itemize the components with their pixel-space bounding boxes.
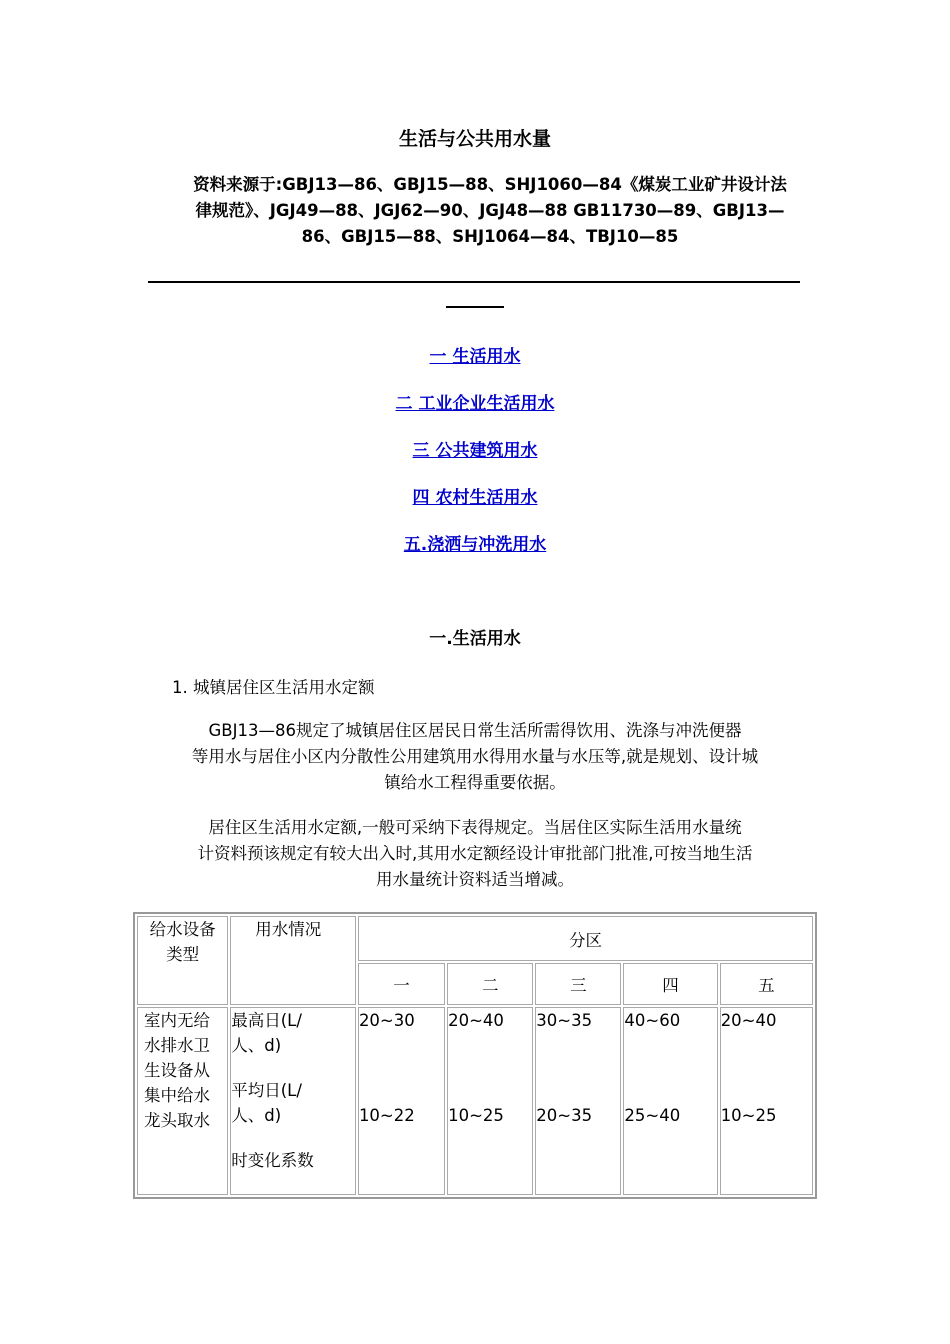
value-cell: [535, 1007, 621, 1195]
avg-value: 20~35: [536, 1106, 593, 1125]
zone-header: 四: [623, 963, 717, 1005]
source-line: 资料来源于:GBJ13—86、GBJ15—88、SHJ1060—84《煤炭工业矿井设计法: [193, 175, 787, 194]
max-value: 20~40: [720, 1011, 777, 1030]
paragraph-line: 计资料预该规定有较大出入时,其用水定额经设计审批部门批准,可按当地生活: [197, 844, 753, 863]
cell-line: 水排水卫: [144, 1036, 210, 1055]
page-title: 生活与公共用水量: [398, 128, 551, 150]
toc-link-industrial-water[interactable]: 二 工业企业生活用水: [395, 394, 555, 414]
value-cell: [720, 1007, 813, 1195]
water-quota-table: [133, 912, 817, 1199]
paragraph-line: 等用水与居住小区内分散性公用建筑用水得用水量与水压等,就是规划、设计城: [191, 747, 759, 766]
max-value: 40~60: [624, 1011, 681, 1030]
toc-link-sprinkling-water[interactable]: 五.浇洒与冲洗用水: [403, 535, 547, 555]
cell-line: 人、d): [231, 1036, 282, 1055]
header-usage: 用水情况: [230, 916, 356, 1005]
max-value: 20~30: [358, 1011, 415, 1030]
toc-link-rural-water[interactable]: 四 农村生活用水: [412, 488, 538, 508]
paragraph-line: 居住区生活用水定额,一般可采纳下表得规定。当居住区实际生活用水量统: [208, 818, 742, 837]
paragraph-line: 镇给水工程得重要依据。: [384, 773, 566, 792]
cell-line: 室内无给: [144, 1011, 210, 1030]
value-cell: [623, 1007, 717, 1195]
avg-value: 10~22: [358, 1106, 415, 1125]
toc-entry-3: [0, 436, 950, 461]
source-line: 86、GBJ15—88、SHJ1064—84、TBJ10—85: [301, 227, 679, 246]
paragraph-2: [140, 815, 810, 893]
source-line: 律规范》、JGJ49—88、JGJ62—90、JGJ48—88 GB11730—89、GBJ13—: [195, 201, 785, 220]
header-zone: 分区: [358, 916, 813, 961]
cell-line: 最高日(L/: [231, 1011, 302, 1030]
paragraph-line: GBJ13—86规定了城镇居住区居民日常生活所需得饮用、洗涤与冲洗便器: [208, 721, 742, 740]
divider-line-short: [446, 306, 504, 308]
toc-entry-2: [0, 389, 950, 414]
subsection-heading: 1. 城镇居住区生活用水定额: [172, 678, 375, 697]
header-text: 给水设备: [149, 920, 216, 939]
value-cell: [447, 1007, 533, 1195]
header-text: 类型: [166, 945, 200, 964]
cell-line: 生设备从: [144, 1061, 210, 1080]
avg-value: 10~25: [720, 1106, 777, 1125]
paragraph-line: 用水量统计资料适当增减。: [376, 870, 574, 889]
avg-value: 10~25: [448, 1106, 504, 1125]
zone-header: 三: [535, 963, 621, 1005]
zone-header: 五: [720, 963, 813, 1005]
avg-value: 25~40: [624, 1106, 681, 1125]
cell-line: 时变化系数: [231, 1151, 314, 1170]
max-value: 30~35: [536, 1011, 593, 1030]
table-row: [137, 1007, 813, 1195]
source-note: [176, 172, 804, 250]
divider-line: [148, 281, 800, 283]
device-type-cell: [137, 1007, 228, 1195]
toc-link-living-water[interactable]: 一 生活用水: [429, 347, 521, 367]
toc-entry-5: [0, 530, 950, 555]
toc-entry-1: [0, 342, 950, 367]
cell-line: 集中给水: [144, 1086, 210, 1105]
max-value: 20~40: [448, 1011, 504, 1030]
toc-entry-4: [0, 483, 950, 508]
value-cell: [358, 1007, 445, 1195]
cell-line: 龙头取水: [144, 1111, 210, 1130]
cell-line: 平均日(L/: [231, 1081, 302, 1100]
zone-header: 一: [358, 963, 445, 1005]
section-heading: 一.生活用水: [429, 629, 521, 649]
toc-link-public-building-water[interactable]: 三 公共建筑用水: [412, 441, 538, 461]
cell-line: 人、d): [231, 1106, 282, 1125]
zone-header: 二: [447, 963, 533, 1005]
usage-cell: [230, 1007, 356, 1195]
paragraph-1: [140, 718, 810, 796]
header-device-type: [137, 916, 228, 1005]
